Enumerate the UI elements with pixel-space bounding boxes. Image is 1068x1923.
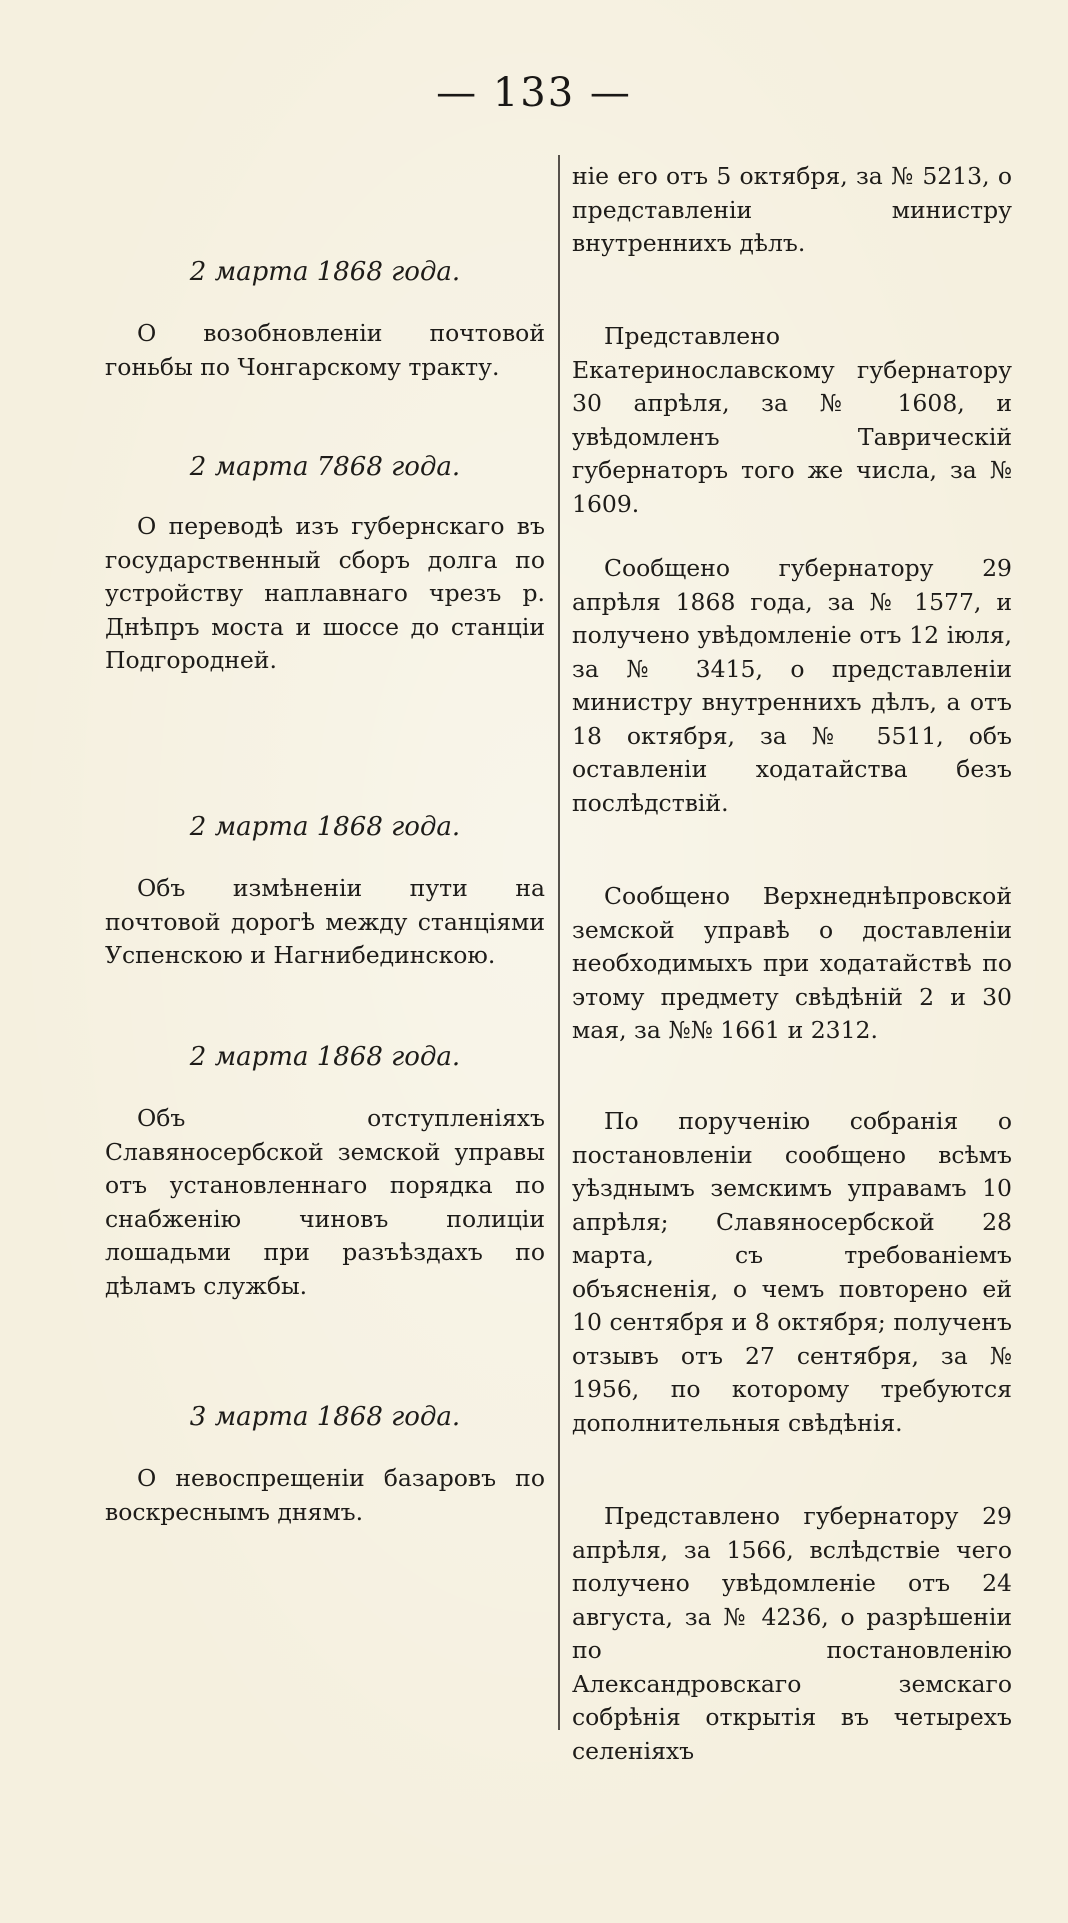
action-text: Представлено губернатору 29 апрѣля, за 1566, вслѣдствіе чего получено увѣдомленіе отъ 24 августа, за № 4236, о разрѣшеніи по постановленію Александровскаго земскаго собрѣнія открытія въ четырехъ селеніяхъ — [572, 1502, 1012, 1765]
action-text: Представлено Екатеринославскому губернатору 30 апрѣля, за № 1608, и увѣдомленъ Таврическій губернаторъ того же числа, за № 1609. — [572, 322, 1012, 518]
action-text: ніе его отъ 5 октября, за № 5213, о представленіи министру внутреннихъ дѣлъ. — [572, 162, 1012, 257]
entry-date: 3 марта 1868 года. — [189, 1402, 461, 1432]
action-1 — [572, 160, 1012, 261]
action-2 — [572, 320, 1012, 521]
entry-date: 2 марта 1868 года. — [189, 1042, 461, 1072]
entry-5 — [105, 1400, 545, 1529]
entry-date: 2 марта 7868 года. — [189, 452, 461, 482]
action-text: Сообщено губернатору 29 апрѣля 1868 года, за № 1577, и получено увѣдомленіе отъ 12 іюля, за № 3415, о представленіи министру внутреннихъ дѣлъ, а отъ 18 октября, за № 5511, объ оставленіи ходатайства безъ послѣдствій. — [572, 554, 1012, 817]
action-5 — [572, 1105, 1012, 1440]
entry-subject: Объ измѣненіи пути на почтовой дорогѣ между станціями Успенскою и Нагнибединскою. — [105, 874, 545, 969]
entry-2 — [105, 450, 545, 678]
action-text: Сообщено Верхнеднѣпровской земской управѣ о доставленіи необходимыхъ при ходатайствѣ по этому предмету свѣдѣній 2 и 30 мая, за №№ 1661 и 2312. — [572, 882, 1012, 1044]
entry-subject: Объ отступленіяхъ Славяносербской земской управы отъ установленнаго порядка по снабженію чиновъ полиціи лошадьми при разъѣздахъ по дѣламъ службы. — [105, 1104, 545, 1300]
entry-subject: О переводѣ изъ губернскаго въ государственный сборъ долга по устройству наплавнаго чрезъ р. Днѣпръ моста и шоссе до станціи Подгородней. — [105, 512, 545, 674]
action-text: По порученію собранія о постановленіи сообщено всѣмъ уѣзднымъ земскимъ управамъ 10 апрѣля; Славяносербской 28 марта, съ требованіемъ объясненія, о чемъ повторено ей 10 сентября и 8 октября; полученъ отзывъ отъ 27 сентября, за № 1956, по которому требуются дополнительныя свѣдѣнія. — [572, 1107, 1012, 1437]
entry-date: 2 марта 1868 года. — [189, 812, 461, 842]
column-divider — [558, 155, 560, 1730]
entry-subject: О возобновленіи почтовой гоньбы по Чонгарскому тракту. — [105, 319, 545, 381]
entry-subject: О невоспрещеніи базаровъ по воскреснымъ днямъ. — [105, 1464, 545, 1526]
entry-1 — [105, 255, 545, 384]
action-3 — [572, 552, 1012, 820]
action-4 — [572, 880, 1012, 1048]
entry-3 — [105, 810, 545, 973]
action-6 — [572, 1500, 1012, 1768]
entry-4 — [105, 1040, 545, 1303]
entry-date: 2 марта 1868 года. — [189, 257, 461, 287]
page-number: — 133 — — [436, 70, 632, 116]
